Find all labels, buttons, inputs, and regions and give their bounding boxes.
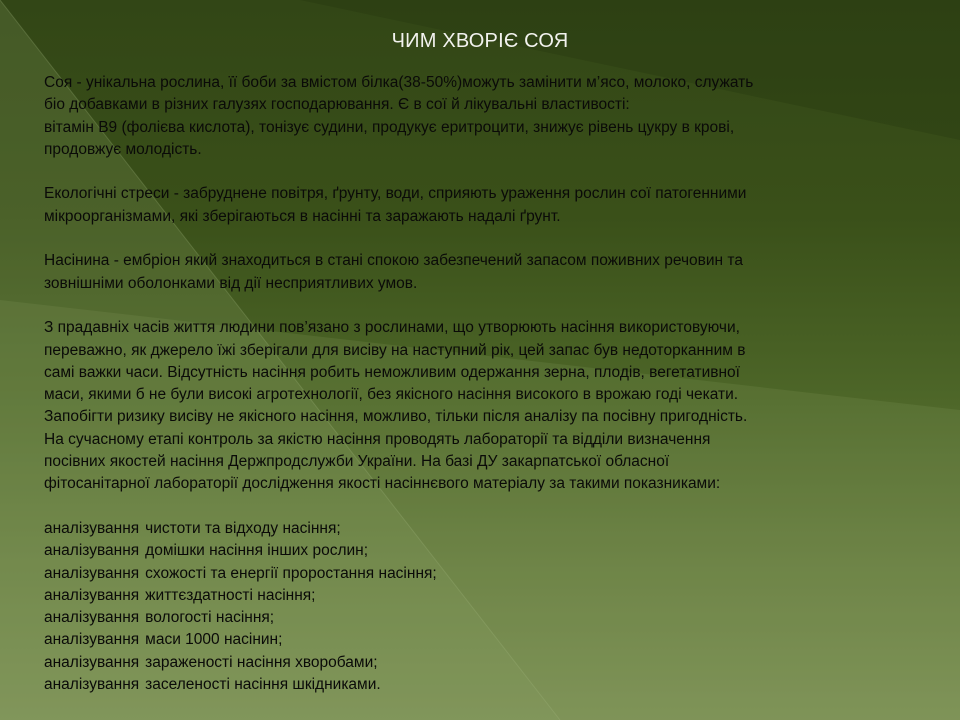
text-line: маси, якими б не були високі агротехнології, без якісного насіння високого в врожаю годі чекати. <box>44 386 739 404</box>
analysis-item-text: заселеності насіння шкідниками. <box>145 676 381 694</box>
text-line: Насінина - ембріон який знаходиться в стані спокою забезпечений запасом поживних речовин та <box>44 252 743 270</box>
list-item <box>44 607 924 629</box>
text-line: переважно, як джерело їжі зберігали для висіву на наступний рік, цей запас був недоторканним в <box>44 341 746 359</box>
analysis-label: аналізування <box>44 564 140 582</box>
text-line: З прадавніх часів життя людини пов’язано з рослинами, що утворюють насіння використовуючи, <box>44 319 740 337</box>
text-line: вітамін В9 (фолієва кислота), тонізує судини, продукує еритроцити, знижує рівень цукру в крові, <box>44 118 735 136</box>
analysis-label: аналізування <box>44 676 140 694</box>
list-item <box>44 652 924 674</box>
analysis-label: аналізування <box>44 586 140 604</box>
list-item <box>44 674 924 696</box>
text-line: На сучасному етапі контроль за якістю насіння проводять лабораторії та відділи визначення <box>44 430 711 448</box>
text-line: Соя - унікальна рослина, її боби за вмістом білка(38-50%)можуть замінити м’ясо, молоко, служать <box>44 74 754 91</box>
text-line: Запобігти ризику висіву не якісного насіння, можливо, тільки після аналізу па посівну пригодність. <box>44 408 748 426</box>
list-item <box>44 518 924 540</box>
slide-title: ЧИМ ХВОРІЄ СОЯ <box>391 30 569 52</box>
paragraph-seed-history <box>44 317 924 495</box>
text-line: зовнішніми оболонками від дії несприятливих умов. <box>44 274 418 292</box>
analysis-item-text: чистоти та відходу насіння; <box>145 519 341 537</box>
analysis-item-text: схожості та енергії проростання насіння; <box>145 564 437 582</box>
text-line: Екологічні стреси - забруднене повітря, ґрунту, води, сприяють ураження рослин сої патогенними <box>44 185 747 203</box>
text-line: біо добавками в різних галузях господарювання. Є в сої й лікувальні властивості: <box>44 96 630 114</box>
analysis-item-text: вологості насіння; <box>145 609 275 627</box>
analysis-list <box>44 518 924 696</box>
paragraph-ecological-stress <box>44 183 924 228</box>
paragraph-soy-intro <box>44 72 924 161</box>
analysis-item-text: домішки насіння інших рослин; <box>145 542 369 560</box>
analysis-label: аналізування <box>44 542 140 560</box>
analysis-item-text: маси 1000 насінин; <box>145 631 283 649</box>
list-item <box>44 629 924 651</box>
list-item <box>44 540 924 562</box>
slide-body <box>44 72 924 696</box>
list-item <box>44 585 924 607</box>
text-line: мікроорганізмами, які зберігаються в насінні та заражають надалі ґрунт. <box>44 207 561 225</box>
paragraph-seed-definition <box>44 250 924 295</box>
analysis-label: аналізування <box>44 653 140 671</box>
text-line: самі важки часи. Відсутність насіння робить неможливим одержання зерна, плодів, вегетативної <box>44 363 740 381</box>
text-line: фітосанітарної лабораторії дослідження якості насіннєвого матеріалу за такими показниками: <box>44 475 721 493</box>
text-line: продовжує молодість. <box>44 140 202 158</box>
analysis-item-text: життєздатності насіння; <box>145 586 316 604</box>
analysis-item-text: зараженості насіння хворобами; <box>145 653 378 671</box>
analysis-label: аналізування <box>44 519 140 537</box>
analysis-label: аналізування <box>44 609 140 627</box>
text-line: посівних якостей насіння Держпродслужби України. На базі ДУ закарпатської обласної <box>44 453 670 471</box>
analysis-label: аналізування <box>44 631 140 649</box>
list-item <box>44 563 924 585</box>
